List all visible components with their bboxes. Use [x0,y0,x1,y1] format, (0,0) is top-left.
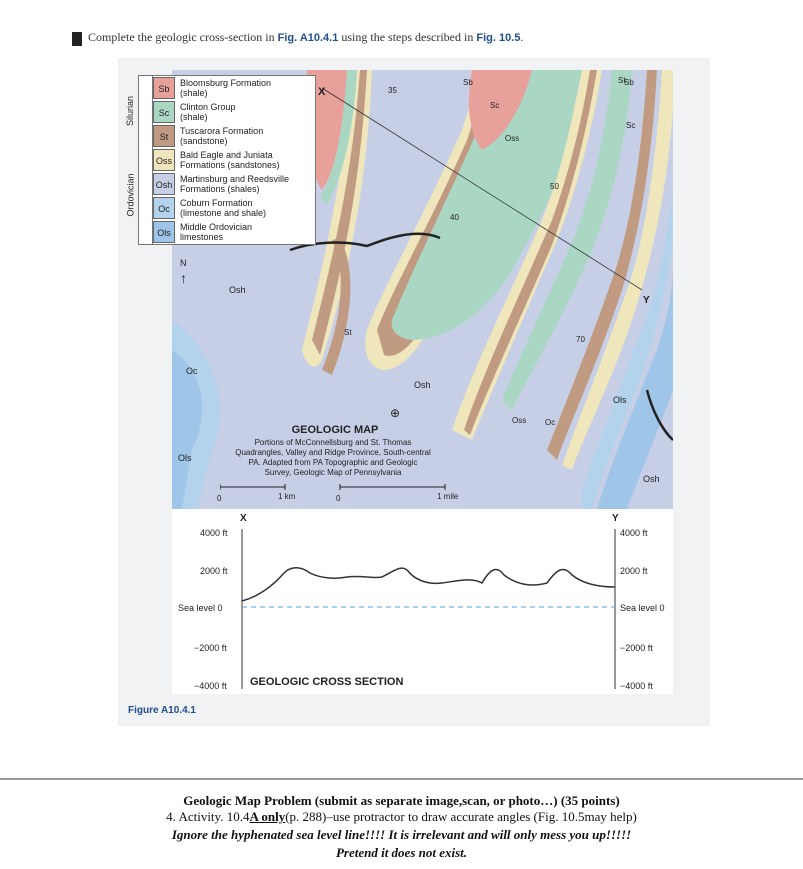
right-tick: 4000 ft [620,528,648,538]
figure-ref: Fig. A10.4.1 [277,32,339,44]
legend-text: Middle Ordovician limestones [180,222,253,242]
left-tick: −4000 ft [194,681,227,691]
map-subtitle-line: Survey, Geologic Map of Pennsylvania [264,468,402,477]
footer-line-2-suffix: (p. 288)–use protractor to draw accurate angles (Fig. 10.5may help) [285,809,637,824]
map-label: Sc [626,121,636,130]
instruction-prefix: Complete the geologic cross-section in [88,30,278,44]
legend-swatch: Osh [153,173,175,195]
map-label: Oc [186,366,198,376]
map-label: Osh [643,474,660,484]
steps-ref: Fig. 10.5 [476,32,521,44]
topographic-profile [242,568,615,601]
cross-section-box [172,509,673,694]
right-tick: 2000 ft [620,566,648,576]
map-subtitle-line: Quadrangles, Valley and Ridge Province, South-central [235,448,431,457]
divider [0,778,803,780]
scale-bar [220,484,450,494]
instruction-end: . [520,30,524,44]
legend-item [139,124,315,148]
map-label: Ols [178,453,192,463]
question-marker [72,32,82,46]
legend-item [139,172,315,196]
legend-text: Clinton Group (shale) [180,102,236,122]
legend-swatch: Oss [153,149,175,171]
legend [125,75,316,245]
map-label: Sc [490,101,500,110]
legend-text: Martinsburg and Reedsville Formations (shales) [180,174,290,194]
legend-item [139,148,315,172]
section-x-label: X [240,513,247,524]
dip-70: 70 [576,335,585,344]
dip-35: 35 [388,86,397,95]
footer-line-1: Geologic Map Problem (submit as separate image,scan, or photo…) (35 points) [183,793,620,808]
cross-section-title: GEOLOGIC CROSS SECTION [250,676,404,688]
dip-50: 50 [550,182,559,191]
north-arrow-icon: ↑ [180,270,187,286]
dip-40: 40 [450,213,459,222]
map-label: Ols [613,395,627,405]
map-subtitle-line: Portions of McConnellsburg and St. Thomas [254,438,412,447]
right-tick: −4000 ft [620,681,653,691]
map-label: Oss [505,134,520,143]
legend-swatch: Sb [153,77,175,99]
legend-item [139,220,315,244]
footer-line-3: Ignore the hyphenated sea level line!!!! It is irrelevant and will only mess you up!!!!! [171,827,632,842]
legend-swatch: Sc [153,101,175,123]
legend-system-label: Silurian [125,95,136,127]
footer-line-2-underline: A only [249,809,286,824]
right-tick: Sea level 0 [620,603,665,613]
map-title: GEOLOGIC MAP [291,424,379,436]
left-tick: Sea level 0 [178,603,223,613]
legend-item [139,196,315,220]
map-subtitle [208,438,458,478]
map-subtitle-line: PA. Adapted from PA Topographic and Geologic [248,458,418,467]
map-label: St [618,76,626,85]
point-x: X [318,86,326,98]
legend-swatch: Ols [153,221,175,243]
legend-item [139,100,315,124]
map-label: Oc [545,418,556,427]
figure-label: Figure A10.4.1 [128,705,196,716]
map-label: St [344,328,352,337]
legend-swatch: St [153,125,175,147]
legend-text: Bloomsburg Formation (shale) [180,78,272,98]
map-label: Osh [229,285,246,295]
left-tick: 2000 ft [200,566,228,576]
legend-swatch: Oc [153,197,175,219]
scale-km-end: 1 km [278,492,296,501]
scale-mile-end: 1 mile [437,492,459,501]
legend-text: Bald Eagle and Juniata Formations (sandstones) [180,150,280,170]
map-label: Sb [463,78,473,87]
north-label: N [180,258,187,268]
scale-mile-start: 0 [336,494,341,503]
map-label: Oss [512,416,527,425]
legend-text: Tuscarora Formation (sandstone) [180,126,264,146]
point-y: Y [643,295,650,306]
map-label: Sb [624,78,634,87]
scale-km-start: 0 [217,494,222,503]
instruction-middle: using the steps described in [338,30,477,44]
cross-section-svg [172,509,673,694]
left-tick: −2000 ft [194,643,227,653]
map-label: Osh [414,380,431,390]
right-tick: −2000 ft [620,643,653,653]
footer-line-2 [0,809,803,825]
instruction-text [88,30,523,45]
legend-item [139,76,315,100]
legend-system-label: Ordovician [125,173,136,217]
crosshair-icon: ⊕ [390,406,401,420]
section-y-label: Y [612,513,619,524]
legend-text: Coburn Formation (limestone and shale) [180,198,267,218]
footer-line-4: Pretend it does not exist. [335,845,468,860]
left-tick: 4000 ft [200,528,228,538]
footer-line-2-prefix: 4. Activity. 10.4 [166,809,250,824]
